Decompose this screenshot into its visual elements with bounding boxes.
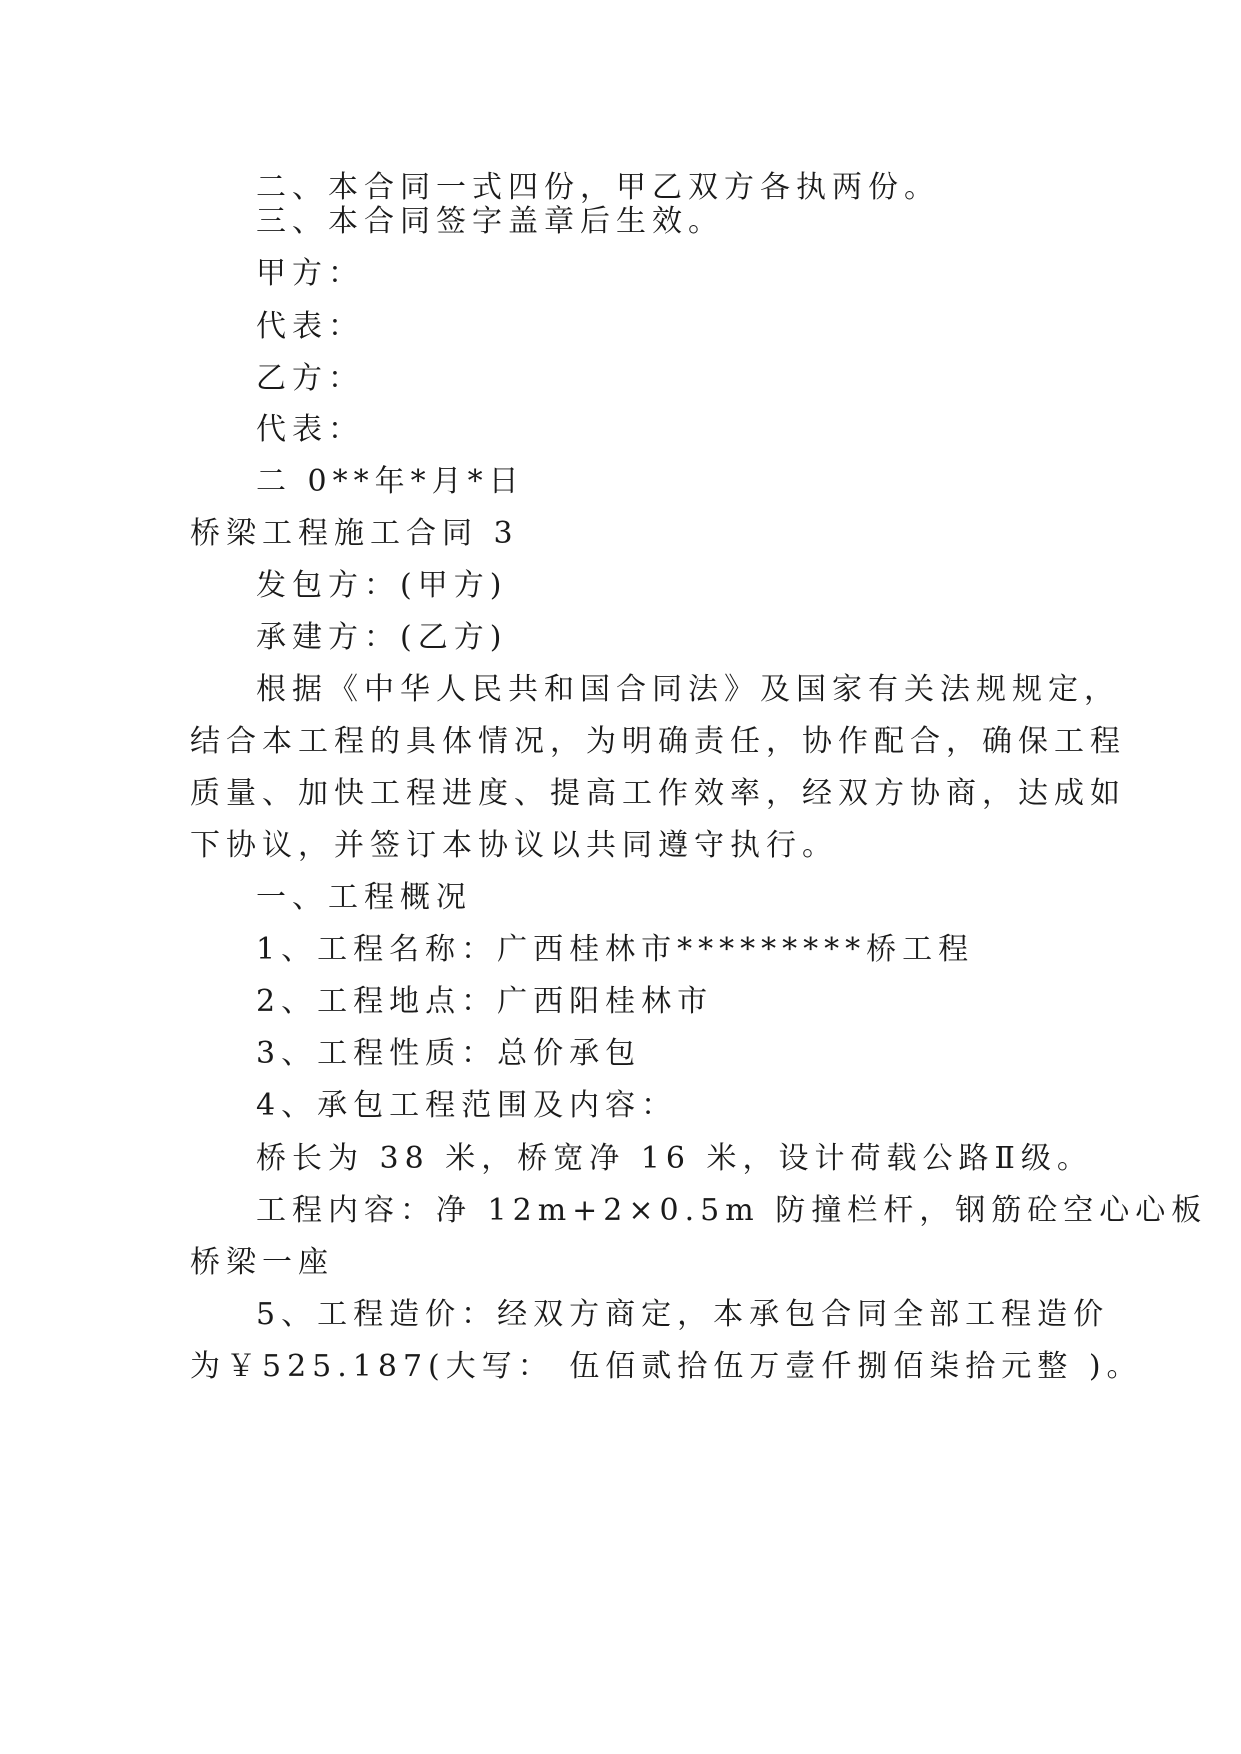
scope-bridge-dimensions: 桥长为 38 米，桥宽净 16 米，设计荷载公路Ⅱ级。 — [256, 1141, 1093, 1176]
section-heading-overview: 一、工程概况 — [256, 880, 472, 915]
party-b-representative-label: 代表： — [256, 412, 364, 447]
scope-work-content-line-2: 桥梁一座 — [190, 1245, 334, 1280]
item-scope-heading: 4、承包工程范围及内容： — [256, 1088, 678, 1123]
scope-work-content-line-1: 工程内容：净 12m+2×0.5m 防撞栏杆，钢筋砼空心心板 — [256, 1193, 1208, 1228]
contract-title: 桥梁工程施工合同 3 — [190, 516, 519, 551]
preamble-line-2: 结合本工程的具体情况，为明确责任，协作配合，确保工程 — [190, 724, 1126, 759]
party-a-representative-label: 代表： — [256, 309, 364, 344]
clause-effective: 三、本合同签字盖章后生效。 — [256, 204, 724, 239]
employer-label: 发包方：(甲方) — [256, 568, 508, 603]
item-project-cost-line-1: 5、工程造价：经双方商定，本承包合同全部工程造价 — [256, 1297, 1110, 1332]
party-a-label: 甲方： — [256, 256, 364, 291]
contractor-label: 承建方：(乙方) — [256, 620, 508, 655]
item-project-name: 1、工程名称：广西桂林市*********桥工程 — [256, 932, 975, 967]
item-project-location: 2、工程地点：广西阳桂林市 — [256, 984, 714, 1019]
party-b-label: 乙方： — [256, 361, 364, 396]
clause-copies: 二、本合同一式四份，甲乙双方各执两份。 — [256, 170, 940, 205]
preamble-line-1: 根据《中华人民共和国合同法》及国家有关法规规定， — [256, 672, 1120, 707]
item-project-cost-line-2: 为￥525.187(大写： 伍佰贰拾伍万壹仟捌佰柒拾元整 )。 — [190, 1349, 1143, 1384]
preamble-line-4: 下协议，并签订本协议以共同遵守执行。 — [190, 828, 838, 863]
preamble-line-3: 质量、加快工程进度、提高工作效率，经双方协商，达成如 — [190, 776, 1126, 811]
item-project-nature: 3、工程性质：总价承包 — [256, 1036, 642, 1071]
signing-date: 二 0**年*月*日 — [256, 464, 525, 499]
